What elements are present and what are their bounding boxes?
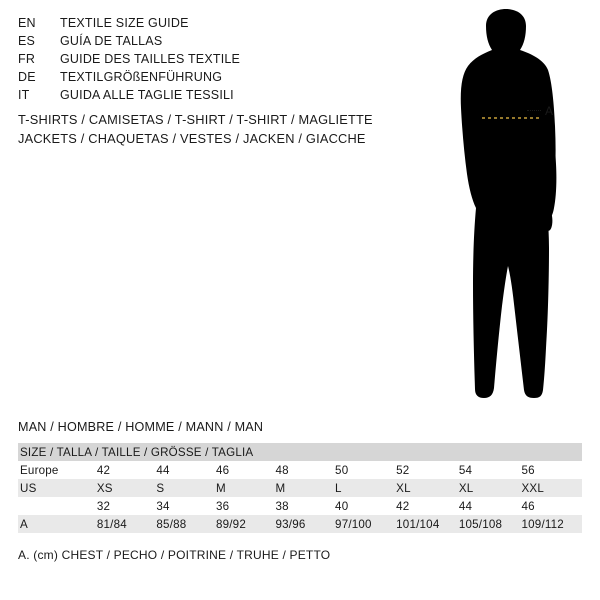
table-cell: 42 (95, 461, 155, 479)
language-row-es (18, 34, 398, 52)
table-cell: 36 (214, 497, 274, 515)
language-row-en (18, 16, 398, 34)
table-header-label: SIZE / TALLA / TAILLE / GRÖSSE / TAGLIA (18, 443, 582, 461)
table-cell: 81/84 (95, 515, 155, 533)
row-label: A (18, 515, 95, 533)
table-cell: 109/112 (520, 515, 583, 533)
language-text: GUIDE DES TAILLES TEXTILE (60, 52, 241, 66)
category-tshirts: T-SHIRTS / CAMISETAS / T-SHIRT / T-SHIRT / MAGLIETTE (18, 112, 373, 127)
table-cell: 105/108 (457, 515, 520, 533)
table-cell: 89/92 (214, 515, 274, 533)
table-cell: 34 (154, 497, 214, 515)
language-list (18, 16, 398, 106)
table-row (18, 479, 582, 497)
table-cell: 44 (154, 461, 214, 479)
table-cell: 56 (520, 461, 583, 479)
table-cell: 50 (333, 461, 394, 479)
language-code: DE (18, 70, 36, 84)
table-cell: XS (95, 479, 155, 497)
table-row (18, 515, 582, 533)
language-code: IT (18, 88, 30, 102)
table-cell: 97/100 (333, 515, 394, 533)
table-cell: S (154, 479, 214, 497)
language-code: FR (18, 52, 36, 66)
table-cell: 44 (457, 497, 520, 515)
silhouette-svg (398, 8, 598, 408)
language-row-it (18, 88, 398, 106)
language-row-fr (18, 52, 398, 70)
table-cell: M (214, 479, 274, 497)
table-cell: XL (394, 479, 457, 497)
table-title-man: MAN / HOMBRE / HOMME / MANN / MAN (18, 420, 264, 434)
table-cell: 46 (214, 461, 274, 479)
table-cell: XL (457, 479, 520, 497)
table-cell: 54 (457, 461, 520, 479)
language-text: GUÍA DE TALLAS (60, 34, 163, 48)
table-cell: 93/96 (274, 515, 334, 533)
table-cell: 42 (394, 497, 457, 515)
category-list (18, 110, 438, 148)
table-cell: M (274, 479, 334, 497)
table-row (18, 497, 582, 515)
language-code: ES (18, 34, 36, 48)
row-label (18, 497, 95, 515)
table-cell: 38 (274, 497, 334, 515)
male-silhouette-figure (398, 8, 598, 408)
measure-leader-line (527, 110, 541, 111)
language-row-de (18, 70, 398, 88)
language-text: TEXTILE SIZE GUIDE (60, 16, 189, 30)
table-legend: A. (cm) CHEST / PECHO / POITRINE / TRUHE / PETTO (18, 548, 331, 562)
row-label: Europe (18, 461, 95, 479)
table-cell: 32 (95, 497, 155, 515)
table-cell: 85/88 (154, 515, 214, 533)
table-cell: 46 (520, 497, 583, 515)
table-cell: XXL (520, 479, 583, 497)
language-text: TEXTILGRÖßENFÜHRUNG (60, 70, 223, 84)
row-label: US (18, 479, 95, 497)
language-text: GUIDA ALLE TAGLIE TESSILI (60, 88, 234, 102)
measure-label-a: A (545, 104, 554, 118)
language-code: EN (18, 16, 36, 30)
table-header-row (18, 443, 582, 461)
table-cell: 40 (333, 497, 394, 515)
table-cell: L (333, 479, 394, 497)
category-jackets: JACKETS / CHAQUETAS / VESTES / JACKEN / GIACCHE (18, 131, 366, 146)
table-row (18, 461, 582, 479)
table-cell: 101/104 (394, 515, 457, 533)
table-cell: 48 (274, 461, 334, 479)
size-table (18, 443, 582, 533)
table-cell: 52 (394, 461, 457, 479)
